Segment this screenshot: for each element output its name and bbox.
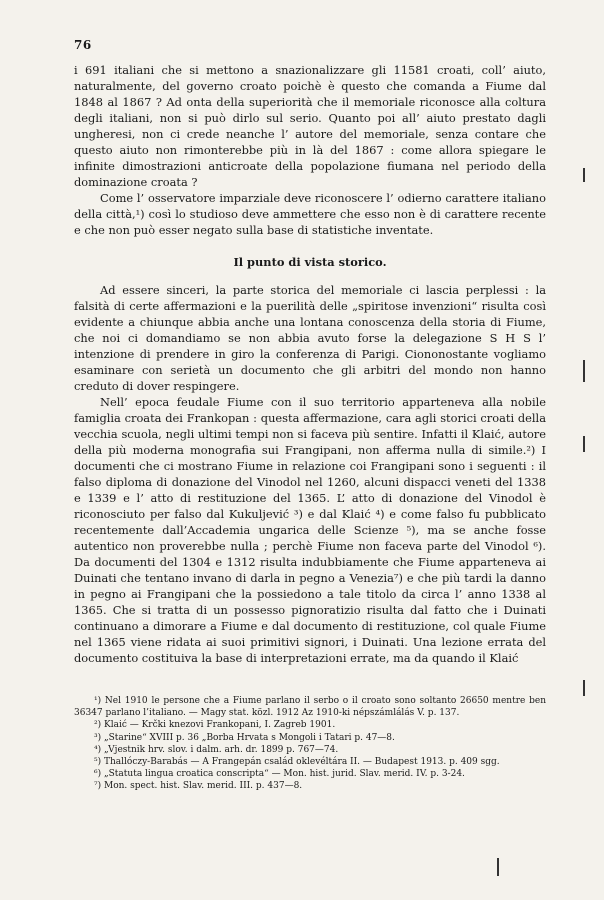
scan-mark — [583, 436, 585, 452]
footnote: ¹) Nel 1910 le persone che a Fiume parlano il serbo o il croato sono soltanto 26650 mentre ben 36347 parlano l’italiano. — Magy stat. közl. 1912 Az 1910-ki népszámlálás V. p. 137. — [74, 696, 546, 719]
page-number: 76 — [74, 38, 92, 52]
scan-mark — [583, 168, 585, 182]
paragraph: Nell’ epoca feudale Fiume con il suo territorio apparteneva alla nobile famiglia croata dei Frankopan : questa affermazione, cara agli storici croati della vecchia scuola, negli ultimi tempi non si faceva più sentire. Infatti il Klaić, autore della più moderna monografia sui Frangipani, non afferma nulla di simile.²) I documenti che ci mostrano Fiume in relazione coi Frangipani sono i seguenti : il falso diploma di donazione del Vinodol nel 1260, alcuni dispacci veneti del 1338 e 1339 e l’ atto di restituzione del 1365. L’ atto di donazione del Vinodol è riconosciuto per falso dal Kukuljević ³) e dal Klaić ⁴) e come falso fu pubblicato recentemente dall’Accademia ungarica delle Scienze ⁵), ma se anche fosse autentico non proverebbe nulla ; perchè Fiume non faceva parte del Vinodol ⁶). Da documenti del 1304 e 1312 risulta indubbiamente che Fiume apparteneva ai Duinati che tentano invano di darla in pegno a Venezia⁷) e che più tardi la danno in pegno ai Frangipani che la possiedono a tale titolo da circa l’ anno 1338 al 1365. Che si tratta di un possesso pignoratizio risulta dal fatto che i Duinati continuano a dimorare a Fiume e dal documento di restituzione, col quale Fiume nel 1365 viene ridata ai suoi primitivi signori, i Duinati. Una lezione errata del documento costituiva la base di interpretazioni errate, ma da quando il Klaić — [74, 395, 546, 665]
footnotes — [74, 695, 546, 793]
scan-mark — [583, 360, 585, 382]
paragraph: Ad essere sinceri, la parte storica del memoriale ci lascia perplessi : la falsità di certe affermazioni e la puerilità delle „spiritose invenzioni“ risulta così evidente a chiunque abbia anche una lontana conoscenza della storia di Fiume, che noi ci domandiamo se non abbia avuto forse la delegazione S H S l’ intenzione di prendere in giro la conferenza di Parigi. Ciononostante vogliamo esaminare con serietà un documento che gli arbitri del mondo non hanno creduto di dover respingere. — [74, 283, 546, 393]
footnote: ⁴) „Vjestnik hrv. slov. i dalm. arh. dr. 1899 p. 767—74. — [94, 744, 339, 755]
footnote: ³) „Starine“ XVIII p. 36 „Borba Hrvata s Mongoli i Tatari p. 47—8. — [94, 732, 395, 743]
paragraph: Come l’ osservatore imparziale deve riconoscere l’ odierno carattere italiano della città,¹) così lo studioso deve ammettere che esso non è di carattere recente e che non può esser negato sulla base di statistiche inventate. — [74, 191, 546, 237]
section-heading: Il punto di vista storico. — [233, 255, 387, 269]
scan-mark — [583, 680, 585, 696]
footnote: ⁵) Thallóczy-Barabás — A Frangepán család oklevéltára II. — Budapest 1913. p. 409 sgg. — [94, 757, 500, 768]
paragraph: i 691 italiani che si mettono a snazionalizzare gli 11581 croati, coll’ aiuto, naturalmente, del governo croato poichè è questo che comanda a Fiume dal 1848 al 1867 ? Ad onta della superiorità che il memoriale riconosce alla coltura degli italiani, non si può dirlo sul serio. Quanto poi all’ aiuto prestato dagli ungheresi, non ci crede neanche l’ autore del memoriale, senza contare che questo aiuto non rimonterebbe più in là del 1867 : come allora spiegare le infinite dimostrazioni anticroate della popolazione fiumana nel periodo della dominazione croata ? — [74, 63, 546, 189]
footnote: ⁶) „Statuta lingua croatica conscripta“ — Mon. hist. jurid. Slav. merid. IV. p. 3-24. — [94, 769, 465, 780]
footnote: ⁷) Mon. spect. hist. Slav. merid. III. p. 437—8. — [94, 781, 303, 792]
scan-mark — [497, 858, 499, 876]
body-text — [74, 62, 546, 666]
footnote: ²) Klaić — Krčki knezovi Frankopani, I. Zagreb 1901. — [94, 720, 336, 731]
